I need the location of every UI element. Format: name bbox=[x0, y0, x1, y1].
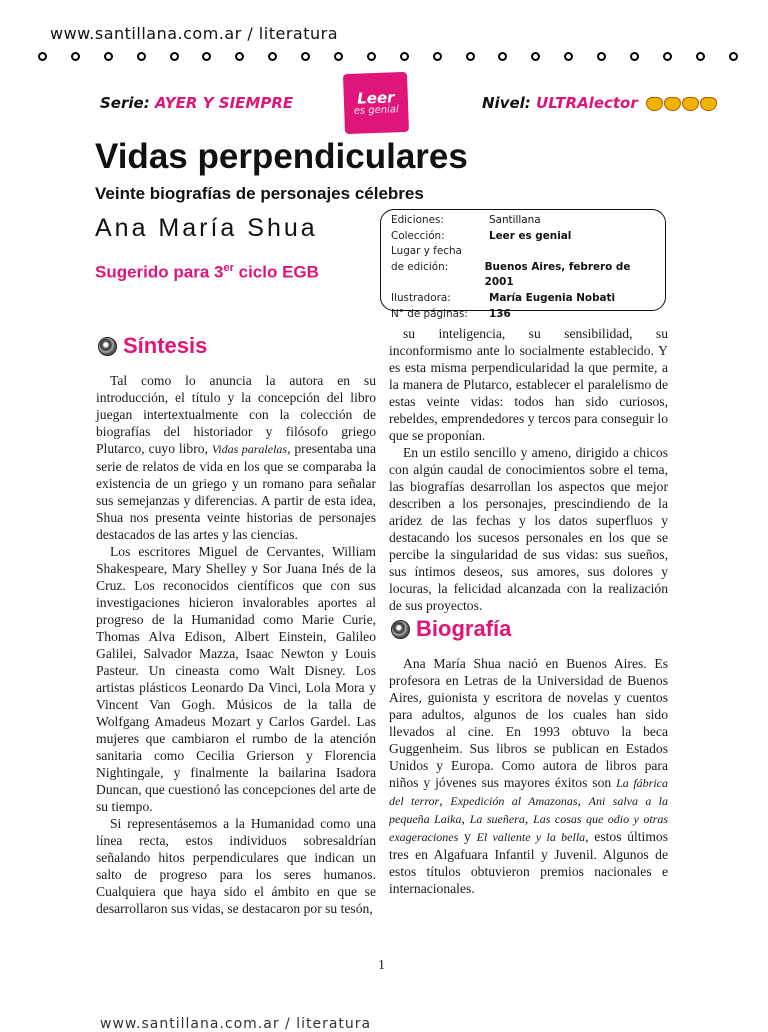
section-biografia bbox=[391, 616, 511, 642]
paragraph: su inteligencia, su sensibilidad, su inconformismo ante lo socialmente establecido. Y es esta misma perpendicularidad la que permite, a la manera de Plutarco, establecer el paralelismo de estas veinte vidas: todos han sido curiosos, rebeldes, emprendedores y tercos para conseguir lo que se proponían. bbox=[389, 326, 668, 443]
section-sintesis-title: Síntesis bbox=[123, 333, 208, 358]
paragraph: Tal como lo anuncia la autora en su introducción, el título y la concepción del libro juegan intertextualmente con la colección de biografías del historiador y filósofo griego Plutarco, cuyo libro, Vidas paralelas, presentaba una serie de relatos de vida en los que se comparaba la existencia de un griego y un romano para señalar sus semejanzas y diferencias. A partir de esta idea, Shua nos presenta veinte historias de personajes destacados de las artes y las ciencias. bbox=[96, 373, 376, 542]
divider-dot bbox=[367, 52, 376, 61]
body-column-right-top bbox=[389, 325, 668, 614]
divider-dot bbox=[71, 52, 80, 61]
divider-dot bbox=[38, 52, 47, 61]
suggested-prefix: Sugerido para 3 bbox=[95, 262, 224, 282]
series-value: AYER Y SIEMPRE bbox=[154, 94, 294, 112]
divider-dot bbox=[597, 52, 606, 61]
divider-dot bbox=[433, 52, 442, 61]
italic-title: Vidas paralelas bbox=[211, 442, 288, 456]
info-key: Ediciones: bbox=[391, 214, 444, 226]
info-row bbox=[391, 244, 655, 260]
book-title: Vidas perpendiculares bbox=[95, 137, 468, 176]
italic-title: La sueñera bbox=[469, 812, 525, 826]
suggested-level bbox=[95, 262, 319, 283]
divider-dot bbox=[301, 52, 310, 61]
rating-icon bbox=[700, 97, 717, 111]
divider-dot bbox=[400, 52, 409, 61]
info-value: Santillana bbox=[489, 214, 541, 226]
section-biografia-title: Biografía bbox=[416, 616, 512, 641]
info-row bbox=[391, 260, 655, 291]
info-row bbox=[391, 307, 655, 323]
paragraph: Ana María Shua nació en Buenos Aires. Es profesora en Letras de la Universidad de Buenos Aires, guionista y escritora de novelas y cuentos para adultos, algunos de los cuales han sido llevados al cine. En 1993 obtuvo la beca Guggenheim. Sus libros se publican en Estados Unidos y Europa. Como autora de libros para niños y jóvenes sus mayores éxitos son La fábrica del terror, Expedición al Amazonas, Ani salva a la pequeña Laika, La sueñera, Las cosas que odio y otras exageraciones y El valiente y la bella, estos últimos tres en Algafuara Infantil y Juvenil. Algunos de estos títulos obtuvieron premios nacionales e internacionales. bbox=[389, 656, 669, 896]
series-line bbox=[100, 94, 293, 112]
divider-dot bbox=[137, 52, 146, 61]
site-url[interactable]: www.santillana.com.ar / literatura bbox=[50, 24, 338, 43]
info-row bbox=[391, 213, 655, 229]
divider-dot bbox=[564, 52, 573, 61]
info-key: Ilustradora: bbox=[391, 291, 451, 304]
info-row bbox=[391, 291, 655, 307]
rating-icon bbox=[646, 97, 663, 111]
suggested-sup: er bbox=[223, 262, 234, 274]
italic-title: La fábrica del terror bbox=[389, 776, 668, 808]
divider-dot bbox=[663, 52, 672, 61]
info-value: María Eugenia Nobati bbox=[489, 291, 616, 304]
divider-dot bbox=[630, 52, 639, 61]
book-author: Ana María Shua bbox=[95, 214, 318, 242]
paragraph: Los escritores Miguel de Cervantes, William Shakespeare, Mary Shelley y Sor Juana Inés de la Cruz. Los reconocidos científicos que con sus investigaciones hicieron invalorables aportes al progreso de la Humanidad como Marie Curie, Thomas Alva Edison, Albert Einstein, Galileo Galilei, Salvador Mazza, Isaac Newton y Louis Pasteur. Un cineasta como Walt Disney. Los artistas plásticos Leonardo Da Vinci, Lola Mora y Vincent Van Gogh. Músicos de la talla de Wolfgang Amadeus Mozart y Carlos Gardel. Las mujeres que cambiaron el rumbo de la atención sanitaria como Cecilia Grierson y Florencia Nightingale, y finalmente la bailarina Isadora Duncan, que cuestionó las concepciones del arte de su tiempo. bbox=[96, 544, 376, 814]
info-key: Colección: bbox=[391, 229, 445, 242]
disc-icon bbox=[391, 620, 410, 639]
divider-dot bbox=[466, 52, 475, 61]
italic-title: El valiente y la bella bbox=[476, 830, 586, 844]
rating-icon bbox=[682, 97, 699, 111]
series-label: Serie: bbox=[100, 94, 150, 112]
divider-dot bbox=[268, 52, 277, 61]
divider-dot bbox=[170, 52, 179, 61]
info-value: Buenos Aires, febrero de 2001 bbox=[484, 260, 631, 289]
divider-dot bbox=[531, 52, 540, 61]
publication-info-box bbox=[380, 209, 666, 320]
italic-title: Expedición al Amazonas bbox=[450, 794, 578, 808]
italic-title: Ani salva a la pequeña Laika bbox=[389, 794, 668, 826]
level-label: Nivel: bbox=[482, 94, 531, 112]
info-row bbox=[391, 229, 655, 245]
body-column-right-bottom bbox=[389, 655, 668, 897]
logo-line2: es genial bbox=[353, 103, 399, 117]
suggested-suffix: ciclo EGB bbox=[233, 262, 319, 282]
level-rating-icons bbox=[646, 97, 717, 111]
book-subtitle: Veinte biografías de personajes célebres bbox=[95, 184, 424, 203]
info-key: N° de páginas: bbox=[391, 307, 468, 320]
divider-dot bbox=[498, 52, 507, 61]
info-key: Lugar y fecha bbox=[391, 245, 462, 258]
divider-dot bbox=[104, 52, 113, 61]
info-value: Leer es genial bbox=[489, 229, 572, 242]
info-key: de edición: bbox=[391, 260, 449, 273]
rating-icon bbox=[664, 97, 681, 111]
divider-dot bbox=[696, 52, 705, 61]
leer-es-genial-logo bbox=[343, 72, 409, 134]
paragraph: En un estilo sencillo y ameno, dirigido a chicos con algún caudal de conocimientos sobre el tema, las biografías desarrollan los aspectos que mejor describen a los personajes, prescindiendo de la aridez de las fechas y los datos superfluos y destacando los sucesos personales en los que se percibe la singularidad de sus vidas: sus sueños, sus íntimos deseos, sus amores, sus dolores y locuras, la felicidad alcanzada con la realización de sus proyectos. bbox=[389, 445, 668, 613]
logo-line1: Leer bbox=[356, 87, 395, 108]
paragraph: Si representásemos a la Humanidad como una línea recta, estos individuos sobresaldrían señalando hitos perpendiculares que indican un salto de progreso para los seres humanos. Cualquiera que haya sido el ámbito en que se desarrollaron sus vidas, se destacaron por su tesón, bbox=[96, 816, 376, 916]
dot-divider bbox=[38, 52, 738, 66]
body-column-left bbox=[96, 372, 376, 917]
divider-dot bbox=[235, 52, 244, 61]
footer-url: www.santillana.com.ar / literatura bbox=[100, 1016, 372, 1032]
section-sintesis bbox=[98, 333, 207, 359]
level-line bbox=[482, 94, 717, 112]
level-value: ULTRAlector bbox=[536, 94, 638, 112]
divider-dot bbox=[334, 52, 343, 61]
page-number: 1 bbox=[378, 958, 385, 973]
italic-title: Las cosas que odio y otras exageraciones bbox=[389, 812, 669, 844]
divider-dot bbox=[729, 52, 738, 61]
disc-icon bbox=[98, 337, 117, 356]
info-value: 136 bbox=[489, 307, 511, 320]
divider-dot bbox=[202, 52, 211, 61]
